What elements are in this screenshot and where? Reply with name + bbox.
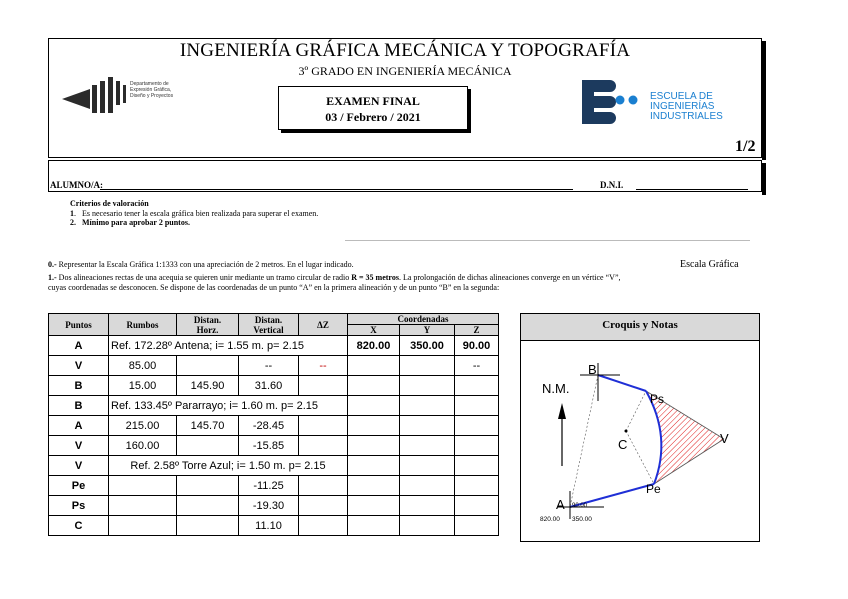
label-a-x: 820.00 bbox=[540, 516, 560, 523]
cell-dz[interactable] bbox=[299, 496, 348, 516]
cell-rumbo[interactable] bbox=[109, 496, 177, 516]
cell-dz[interactable] bbox=[299, 436, 348, 456]
question-text: Dos alineaciones rectas de una acequia se quieren unir mediante un tramo circular de radio bbox=[58, 273, 352, 282]
table-row bbox=[49, 436, 499, 456]
north-arrow-icon bbox=[558, 403, 566, 466]
question-1 bbox=[48, 273, 621, 282]
cell-x: 820.00 bbox=[348, 336, 400, 356]
cell-x[interactable] bbox=[348, 416, 400, 436]
cell-x[interactable] bbox=[348, 516, 400, 536]
cell-z[interactable] bbox=[455, 436, 499, 456]
cell-rumbo[interactable]: 15.00 bbox=[109, 376, 177, 396]
cell-y[interactable] bbox=[400, 396, 455, 416]
criteria-num: 1 bbox=[70, 209, 74, 218]
cell-x[interactable] bbox=[348, 496, 400, 516]
page-number: 1/2 bbox=[735, 138, 756, 155]
question-1-cont: cuyas coordenadas se desconocen. Se dispone de las coordenadas de un punto “A” en la primera alineación y de un punto “B” en la segunda: bbox=[48, 283, 500, 292]
radius-value: R = 35 metros bbox=[351, 273, 399, 282]
cell-rumbo[interactable]: 160.00 bbox=[109, 436, 177, 456]
exam-title: EXAMEN FINAL bbox=[326, 94, 420, 108]
cell-dist-vert[interactable]: -11.25 bbox=[239, 476, 299, 496]
cell-point: B bbox=[49, 396, 109, 416]
header-text: Horz. bbox=[196, 324, 219, 335]
question-0 bbox=[48, 260, 354, 269]
cell-dist-vert[interactable]: 11.10 bbox=[239, 516, 299, 536]
cell-point: Ps bbox=[49, 496, 109, 516]
cell-dz[interactable]: -- bbox=[299, 356, 348, 376]
course-subtitle: 3º GRADO EN INGENIERÍA MECÁNICA bbox=[298, 64, 512, 78]
cell-dist-vert[interactable]: -- bbox=[239, 356, 299, 376]
table-row bbox=[49, 476, 499, 496]
cell-point: C bbox=[49, 516, 109, 536]
cell-z[interactable]: -- bbox=[455, 356, 499, 376]
label-a-y: 350.00 bbox=[572, 516, 592, 523]
separator-line bbox=[345, 240, 750, 241]
cell-dist-vert[interactable]: -19.30 bbox=[239, 496, 299, 516]
criteria-num: 2 bbox=[70, 218, 74, 227]
cell-point: V bbox=[49, 456, 109, 476]
cell-reference: Ref. 133.45º Pararrayo; i= 1.60 m. p= 2.15 bbox=[109, 396, 348, 416]
cell-dist-horz[interactable] bbox=[177, 496, 239, 516]
scale-label: Escala Gráfica bbox=[680, 259, 739, 270]
cell-z[interactable] bbox=[455, 496, 499, 516]
department-logo bbox=[62, 75, 222, 115]
dni-label: D.N.I. bbox=[600, 180, 624, 190]
radius-line bbox=[626, 431, 654, 484]
label-a-z: 90.00 bbox=[572, 503, 588, 509]
question-text: Representar la Escala Gráfica 1:1333 con una apreciación de 2 metros. En el lugar indicado. bbox=[58, 260, 354, 269]
cell-z[interactable] bbox=[455, 516, 499, 536]
table-row bbox=[49, 336, 499, 356]
sketch-title: Croquis y Notas bbox=[602, 319, 678, 331]
label-c: C bbox=[618, 437, 628, 452]
alignment-b bbox=[598, 375, 646, 391]
cell-dist-horz[interactable] bbox=[177, 476, 239, 496]
table-row bbox=[49, 356, 499, 376]
cell-point: A bbox=[49, 336, 109, 356]
exam-box-shadow bbox=[281, 130, 471, 133]
cell-x[interactable] bbox=[348, 396, 400, 416]
school-logo-line: INDUSTRIALES bbox=[650, 111, 723, 122]
table-row bbox=[49, 416, 499, 436]
header-text: Distan. bbox=[193, 314, 222, 325]
label-v: V bbox=[720, 431, 729, 446]
student-box bbox=[48, 160, 762, 192]
criteria-item: 1. Es necesario tener la escala gráfica bien realizada para superar el examen. bbox=[70, 209, 319, 218]
student-box-shadow bbox=[762, 163, 766, 195]
criteria-item: 2. Mínimo para aprobar 2 puntos. bbox=[70, 218, 190, 227]
cell-dist-vert[interactable]: 31.60 bbox=[239, 376, 299, 396]
criteria-text: Mínimo para aprobar 2 puntos. bbox=[82, 218, 190, 227]
cell-y[interactable] bbox=[400, 496, 455, 516]
cell-z[interactable] bbox=[455, 476, 499, 496]
cell-rumbo[interactable] bbox=[109, 476, 177, 496]
baseline-ab bbox=[570, 375, 598, 507]
question-number: 1.- bbox=[48, 273, 57, 282]
cell-z[interactable] bbox=[455, 416, 499, 436]
cell-rumbo[interactable] bbox=[109, 516, 177, 536]
cell-x[interactable] bbox=[348, 376, 400, 396]
table-row bbox=[49, 496, 499, 516]
dni-field[interactable] bbox=[636, 189, 748, 190]
cell-z[interactable] bbox=[455, 396, 499, 416]
cell-dist-vert[interactable]: -28.45 bbox=[239, 416, 299, 436]
question-text: . La prolongación de dichas alineaciones converge en un vértice “V”, bbox=[398, 273, 621, 282]
header-text: Distan. bbox=[254, 314, 283, 325]
table-row bbox=[49, 456, 499, 476]
cell-x[interactable] bbox=[348, 436, 400, 456]
course-title: INGENIERÍA GRÁFICA MECÁNICA Y TOPOGRAFÍA bbox=[179, 40, 631, 61]
radius-line bbox=[626, 391, 646, 431]
question-number: 0.- bbox=[48, 260, 57, 269]
cell-z[interactable] bbox=[455, 376, 499, 396]
cell-point: B bbox=[49, 376, 109, 396]
cell-dist-horz[interactable]: 145.90 bbox=[177, 376, 239, 396]
north-label: N.M. bbox=[542, 381, 570, 396]
cell-dz[interactable] bbox=[299, 476, 348, 496]
cell-x[interactable] bbox=[348, 456, 400, 476]
header-rumbos: Rumbos bbox=[109, 314, 177, 336]
school-logo bbox=[580, 78, 730, 126]
survey-table bbox=[48, 313, 499, 536]
header-z: Z bbox=[455, 325, 499, 336]
header-dz: ΔZ bbox=[299, 314, 348, 336]
cell-dz[interactable] bbox=[299, 376, 348, 396]
dept-logo-line: Departamento de bbox=[130, 81, 169, 87]
header-puntos: Puntos bbox=[49, 314, 109, 336]
header-coordenadas: Coordenadas bbox=[348, 314, 499, 325]
table-row bbox=[49, 376, 499, 396]
cell-y[interactable] bbox=[400, 436, 455, 456]
cell-y[interactable] bbox=[400, 356, 455, 376]
student-name-label: ALUMNO/A: bbox=[50, 180, 103, 190]
cell-point: A bbox=[49, 416, 109, 436]
cell-reference: Ref. 172.28º Antena; i= 1.55 m. p= 2.15 bbox=[109, 336, 348, 356]
cell-point: V bbox=[49, 356, 109, 376]
cell-y[interactable] bbox=[400, 376, 455, 396]
header-y: Y bbox=[400, 325, 455, 336]
dept-logo-line: Diseño y Proyectos bbox=[130, 93, 174, 99]
label-pe: Pe bbox=[646, 482, 661, 496]
student-name-field[interactable] bbox=[100, 189, 573, 190]
label-b: B bbox=[588, 362, 597, 377]
cell-point: V bbox=[49, 436, 109, 456]
school-logo-line: ESCUELA DE bbox=[650, 91, 713, 102]
criteria-title: Criterios de valoración bbox=[70, 199, 149, 208]
header-dist-horz bbox=[177, 314, 239, 336]
cell-y[interactable] bbox=[400, 476, 455, 496]
criteria-text: Es necesario tener la escala gráfica bien realizada para superar el examen. bbox=[82, 209, 319, 218]
cell-y[interactable] bbox=[400, 456, 455, 476]
cell-x[interactable] bbox=[348, 356, 400, 376]
cell-rumbo[interactable]: 85.00 bbox=[109, 356, 177, 376]
cell-z: 90.00 bbox=[455, 336, 499, 356]
cell-dist-horz[interactable] bbox=[177, 436, 239, 456]
header-text: Vertical bbox=[253, 324, 284, 335]
center-point bbox=[625, 430, 628, 433]
cell-dist-vert[interactable]: -15.85 bbox=[239, 436, 299, 456]
exam-box-shadow bbox=[468, 89, 471, 133]
dept-logo-line: Expresión Gráfica, bbox=[130, 87, 172, 93]
cell-point: Pe bbox=[49, 476, 109, 496]
cell-x[interactable] bbox=[348, 476, 400, 496]
cell-dz[interactable] bbox=[299, 516, 348, 536]
school-logo-line: INGENIERÍAS bbox=[650, 101, 715, 112]
label-ps: Ps bbox=[650, 392, 665, 406]
cell-y[interactable] bbox=[400, 516, 455, 536]
table-row bbox=[49, 396, 499, 416]
cell-dist-horz[interactable] bbox=[177, 516, 239, 536]
exam-date: 03 / Febrero / 2021 bbox=[325, 110, 421, 124]
sketch-drawing bbox=[520, 341, 760, 541]
table-row bbox=[49, 516, 499, 536]
header-dist-vert bbox=[239, 314, 299, 336]
cell-dz[interactable] bbox=[299, 416, 348, 436]
label-a: A bbox=[556, 497, 565, 512]
cell-rumbo[interactable]: 215.00 bbox=[109, 416, 177, 436]
cell-reference: Ref. 2.58º Torre Azul; i= 1.50 m. p= 2.15 bbox=[109, 456, 348, 476]
cell-dist-horz[interactable]: 145.70 bbox=[177, 416, 239, 436]
header-x: X bbox=[348, 325, 400, 336]
cell-y[interactable] bbox=[400, 416, 455, 436]
cell-z[interactable] bbox=[455, 456, 499, 476]
cell-dist-horz[interactable] bbox=[177, 356, 239, 376]
cell-y: 350.00 bbox=[400, 336, 455, 356]
header-shadow bbox=[762, 41, 766, 160]
